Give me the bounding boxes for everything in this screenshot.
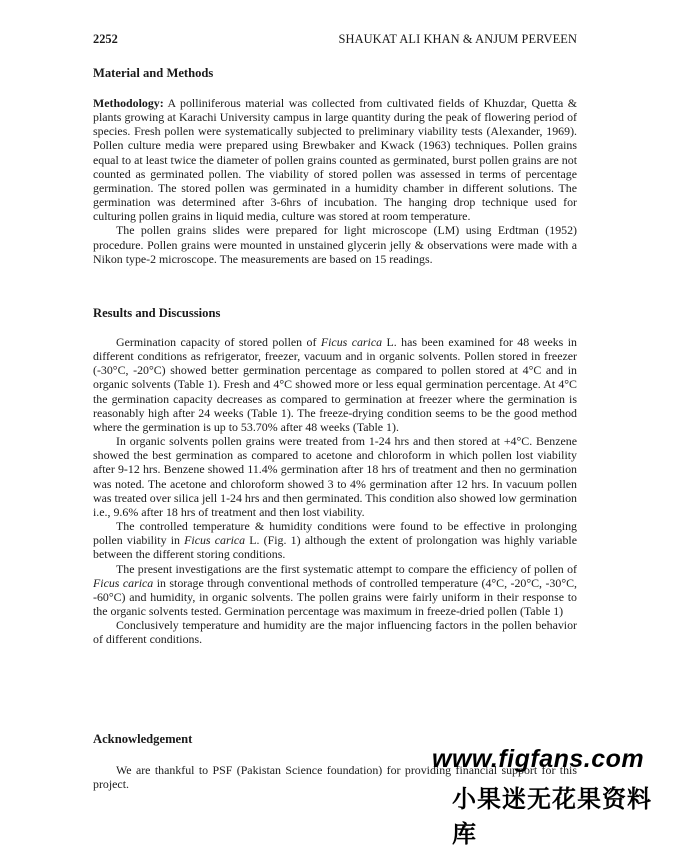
results-p4-text-b: in storage through conventional methods of controlled temperature (4°C, -20°C, -30°C, -60°C) and humidity, in organic solvents. The pollen grains were fairly uniform in their response to the organic solvents tested. Germination percentage was maximum in freeze-dried pollen (Table 1) [93, 575, 577, 618]
species-name: Ficus carica [320, 335, 383, 349]
section-heading-acknowledgement: Acknowledgement [93, 732, 193, 746]
results-paragraph-3 [93, 519, 577, 561]
results-paragraph-5: Conclusively temperature and humidity are the major influencing factors in the pollen behavior of different conditions. [93, 618, 577, 647]
results-p4-text-a: The present investigations are the first systematic attempt to compare the efficiency of pollen of [116, 561, 577, 576]
species-name: Ficus carica [184, 533, 246, 548]
page-header [93, 32, 577, 50]
results-paragraph-2: In organic solvents pollen grains were treated from 1-24 hrs and then stored at +4°C. Benzene showed the best germination as compared to acetone and chloroform in which pollen lost viability after 9-12 hrs. Benzene showed 11.4% germination after 18 hrs of treatment and then no germination was noted. The acetone and chloroform showed 3 to 4% germination after 12 hrs. In vacuum pollen was treated over silica jell 1-24 hrs and then germinated. This condition also showed low germination i.e., 9.6% after 18 hrs of treatment and then lost viability. [93, 434, 577, 519]
species-name: Ficus carica [93, 575, 154, 590]
results-p3-text-b: L. (Fig. 1) although the extent of prolongation was highly variable between the different storing conditions. [93, 533, 577, 562]
methodology-paragraph [93, 96, 577, 223]
running-head: SHAUKAT ALI KHAN & ANJUM PERVEEN [338, 32, 577, 46]
acknowledgement-text: We are thankful to PSF (Pakistan Science foundation) for providing financial support for this project. [93, 763, 577, 792]
section-heading-results: Results and Discussions [93, 306, 221, 320]
watermark-chinese: 小果迷无花果资料库 [452, 785, 652, 848]
section-heading-methods: Material and Methods [93, 66, 214, 80]
methods-body [93, 96, 577, 266]
methodology-label: Methodology: [93, 96, 164, 110]
results-p1-text-b: L. has been examined for 48 weeks in different conditions as refrigerator, freezer, vacuum and in organic solvents. Pollen stored in freezer (-30°C, -20°C) showed better germination percentage as compared to pollen stored at 4°C and in organic solvents (Table 1). Fresh and 4°C showed more or less equal germination percentage. At 4°C the germination capacity decreases as compared to germination at freezer where the germination is reasonably high after 24 weeks (Table 1). The freeze-drying condition seems to be the good method where the germination is up to 53.70% after 48 weeks (Table 1). [93, 335, 577, 434]
results-p1-text-a: Germination capacity of stored pollen of [116, 335, 321, 349]
watermark-site: www.figfans.com [432, 745, 645, 773]
results-p3-text-a: The controlled temperature & humidity conditions were found to be effective in prolonging pollen viability in [93, 519, 577, 548]
methodology-text: A polliniferous material was collected from cultivated fields of Khuzdar, Quetta & plants growing at Karachi University campus in large quantity during the peak of flowering period of species. Fresh pollen were systematically subjected to preliminary viability tests (Alexander, 1969). Pollen culture media were prepared using Brewbaker and Kwack (1963) techniques. Pollen grains equal to at least twice the diameter of pollen grains counted as germinated, burst pollen grains are not counted as germinated pollen. The viability of stored pollen was assessed in terms of percentage germination. The stored pollen was germinated in a humidity chamber in different solutions. The germination was determined after 3-6hrs of incubation. The hanging drop technique used for culturing pollen grains in liquid media, culture was stored at room temperature. [93, 96, 577, 224]
page-number: 2252 [93, 32, 118, 46]
results-paragraph-1 [93, 335, 577, 434]
results-body [93, 335, 577, 646]
methods-paragraph-2: The pollen grains slides were prepared for light microscope (LM) using Erdtman (1952) procedure. Pollen grains were mounted in unstained glycerin jelly & observations were made with a Nikon type-2 microscope. The measurements are based on 15 readings. [93, 223, 577, 266]
results-paragraph-4 [93, 562, 577, 619]
